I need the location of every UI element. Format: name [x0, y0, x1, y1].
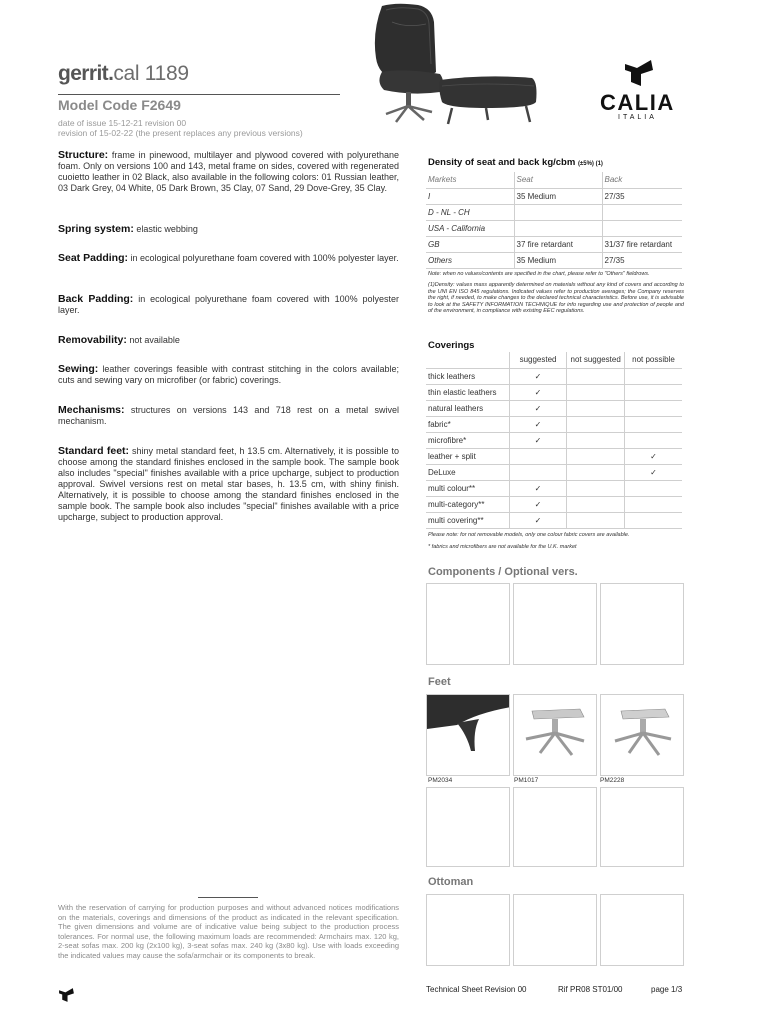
ottoman-box — [426, 894, 510, 966]
issue-date: date of issue 15-12-21 revision 00 — [58, 118, 187, 128]
table-cell — [514, 204, 602, 220]
table-row — [426, 252, 682, 268]
spec-spring-system: Spring system: elastic webbing — [58, 223, 198, 235]
table-cell — [514, 220, 602, 236]
check-icon: ✓ — [624, 448, 682, 464]
density-header-cell: Back — [602, 172, 682, 188]
table-cell: D - NL - CH — [426, 204, 514, 220]
foot-box-empty — [513, 787, 597, 867]
foot-code: PM1017 — [514, 777, 539, 784]
footer-sheet-revision: Technical Sheet Revision 00 — [426, 985, 527, 994]
table-cell — [624, 432, 682, 448]
table-cell — [567, 400, 625, 416]
footer-page-number: page 1/3 — [651, 985, 683, 994]
table-row — [426, 384, 682, 400]
foot-box-empty — [600, 787, 684, 867]
coverings-body — [426, 368, 682, 528]
density-note: Note: when no values/contents are specified in the chart, please refer to "Others" fieldrows. — [428, 271, 650, 277]
density-header-cell: Markets — [426, 172, 514, 188]
covering-name: DeLuxe — [426, 464, 509, 480]
check-icon: ✓ — [509, 512, 567, 528]
table-cell — [624, 496, 682, 512]
table-cell — [624, 480, 682, 496]
foot-code: PM2228 — [600, 777, 625, 784]
table-row — [426, 236, 682, 252]
table-cell — [567, 480, 625, 496]
table-cell — [567, 368, 625, 384]
spec-seat-padding: Seat Padding: in ecological polyurethane foam covered with 100% polyester layer. — [58, 252, 399, 264]
spec-sewing: Sewing: leather coverings feasible with contrast stitching in the colors available; cuts and sewing vary on microfiber (or fabric) coverings. — [58, 363, 399, 385]
footnote-divider — [198, 897, 258, 898]
table-cell — [567, 384, 625, 400]
brand-prefix: gerrit. — [58, 62, 114, 85]
ottoman-box — [513, 894, 597, 966]
table-cell: USA - California — [426, 220, 514, 236]
issue-info — [58, 118, 303, 138]
logo-subtitle: ITALIA — [618, 114, 657, 121]
calia-logo-icon — [623, 58, 657, 88]
foot-image-pm2034 — [427, 695, 510, 776]
coverings-note: Please note: for not removable models, only one colour fabric covers are available. — [428, 532, 630, 538]
table-cell — [567, 448, 625, 464]
spec-mechanisms: Mechanisms: structures on versions 143 and 718 rest on a metal swivel mechanism. — [58, 404, 399, 426]
table-row — [426, 448, 682, 464]
product-photo — [356, 2, 546, 134]
table-cell — [509, 448, 567, 464]
coverings-header-row — [426, 352, 682, 368]
foot-box-empty — [426, 787, 510, 867]
covering-name: fabric* — [426, 416, 509, 432]
title-divider — [58, 94, 340, 95]
feet-title: Feet — [428, 676, 451, 688]
spec-removability: Removability: not available — [58, 334, 180, 346]
covering-name: leather + split — [426, 448, 509, 464]
covering-name: thin elastic leathers — [426, 384, 509, 400]
density-header-cell: Seat — [514, 172, 602, 188]
table-cell — [624, 368, 682, 384]
footer-reference: Rif PR08 ST01/00 — [558, 985, 623, 994]
table-row — [426, 416, 682, 432]
table-cell — [602, 220, 682, 236]
table-cell — [624, 416, 682, 432]
ottoman-title: Ottoman — [428, 876, 474, 888]
table-row — [426, 368, 682, 384]
foot-box — [426, 694, 510, 776]
foot-box — [600, 694, 684, 776]
coverings-title: Coverings — [428, 340, 475, 351]
check-icon: ✓ — [509, 416, 567, 432]
foot-box — [513, 694, 597, 776]
foot-image-pm2228 — [601, 695, 685, 777]
coverings-header-cell: not suggested — [567, 352, 625, 368]
covering-name: natural leathers — [426, 400, 509, 416]
table-row — [426, 204, 682, 220]
model-code: Model Code F2649 — [58, 97, 181, 113]
check-icon: ✓ — [509, 432, 567, 448]
table-cell — [509, 464, 567, 480]
table-row — [426, 220, 682, 236]
table-cell: 35 Medium — [514, 252, 602, 268]
table-cell: 31/37 fire retardant — [602, 236, 682, 252]
density-title: Density of seat and back kg/cbm (±5%) (1) — [428, 157, 603, 168]
disclaimer-text: With the reservation of carrying for production purposes and without advanced notices modifications on the materials, coverings and dimensions of the product as indicated in the relevant specification. The given dimensions and volume are of indicative value being subject to the production process tolerances. For normal use, the following maximum loads are recommended: Armchairs max. 120 kg, 2-seat sofas max. 200 kg (2x100 kg), 3-seat sofas max. 240 kg (3x80 kg). Use with loads exceeding the indicated values may cause the sofa/armchair or its components to break. — [58, 903, 399, 960]
table-cell — [567, 512, 625, 528]
table-row — [426, 480, 682, 496]
check-icon: ✓ — [509, 496, 567, 512]
table-row — [426, 188, 682, 204]
covering-name: multi colour** — [426, 480, 509, 496]
coverings-table — [426, 352, 682, 529]
check-icon: ✓ — [624, 464, 682, 480]
table-row — [426, 464, 682, 480]
check-icon: ✓ — [509, 400, 567, 416]
ottoman-box — [600, 894, 684, 966]
calia-logo-small-icon — [58, 987, 76, 1003]
spec-standard-feet: Standard feet: shiny metal standard feet, h 13.5 cm. Alternatively, it is possible to choose among the standard finishes enclosed in the sample book. The sample book also includes "special" finishes available with a price upcharge, subject to production approval. Swivel versions rest on metal star bases, h. 13.5 cm, with shiny finish. Alternatively, it is possible to choose among the standard finishes enclosed in the sample book. The sample book also includes "special" finishes available with a price upcharge, subject to production approval. — [58, 445, 400, 522]
table-cell — [567, 464, 625, 480]
table-cell — [624, 400, 682, 416]
density-table — [426, 172, 682, 269]
foot-code: PM2034 — [428, 777, 453, 784]
table-cell: 27/35 — [602, 252, 682, 268]
table-cell: 37 fire retardant — [514, 236, 602, 252]
table-cell — [602, 204, 682, 220]
component-box — [513, 583, 597, 665]
title-rest: cal 1189 — [113, 62, 189, 85]
covering-name: microfibre* — [426, 432, 509, 448]
table-cell: I — [426, 188, 514, 204]
covering-name: multi covering** — [426, 512, 509, 528]
density-footnote: (1)Density: values mass apparently determined on materials without any kind of covers and according to the UNI EN ISO 845 regulations. Indicated values refer to production averages; the Company reserves the right, if needed, to make changes to the declared technical characteristics. Before use, it is advisable to look at the SAFETY INFORMATION TECHNIQUE for info regarding use and protection of people and of the environment, in compliance with existing EEC regulations. — [428, 282, 684, 314]
table-cell: 35 Medium — [514, 188, 602, 204]
document-title — [58, 62, 189, 86]
check-icon: ✓ — [509, 368, 567, 384]
density-header-row — [426, 172, 682, 188]
coverings-header-cell: suggested — [509, 352, 567, 368]
logo-wordmark: CALIA — [600, 90, 675, 115]
table-row — [426, 432, 682, 448]
component-box — [600, 583, 684, 665]
coverings-footnote: * fabrics and microfibers are not available for the U.K. market — [428, 544, 577, 550]
component-box — [426, 583, 510, 665]
coverings-header-blank — [426, 352, 509, 368]
table-row — [426, 512, 682, 528]
foot-image-pm1017 — [514, 695, 598, 777]
table-cell: Others — [426, 252, 514, 268]
table-cell — [624, 384, 682, 400]
table-cell — [567, 416, 625, 432]
table-cell: 27/35 — [602, 188, 682, 204]
table-cell — [567, 496, 625, 512]
covering-name: thick leathers — [426, 368, 509, 384]
table-cell: GB — [426, 236, 514, 252]
coverings-header-cell: not possible — [624, 352, 682, 368]
check-icon: ✓ — [509, 384, 567, 400]
covering-name: multi-category** — [426, 496, 509, 512]
table-row — [426, 496, 682, 512]
spec-structure: Structure: frame in pinewood, multilayer and plywood covered with polyurethane foam. Only on versions 100 and 143, metal frame on sides, covered with regenerated cuoietto leather in 02 Black, also available in the following colors: 01 Russian leather, 03 Dark Grey, 04 White, 05 Dark Brown, 35 Clay, 07 Sand, 29 Dove-Grey, 35 Clay. — [58, 149, 399, 193]
revision-line: revision of 15-02-22 (the present replaces any previous versions) — [58, 128, 303, 138]
spec-back-padding: Back Padding: in ecological polyurethane foam covered with 100% polyester layer. — [58, 293, 399, 315]
check-icon: ✓ — [509, 480, 567, 496]
components-title: Components / Optional vers. — [428, 566, 578, 578]
table-row — [426, 400, 682, 416]
table-cell — [567, 432, 625, 448]
table-cell — [624, 512, 682, 528]
